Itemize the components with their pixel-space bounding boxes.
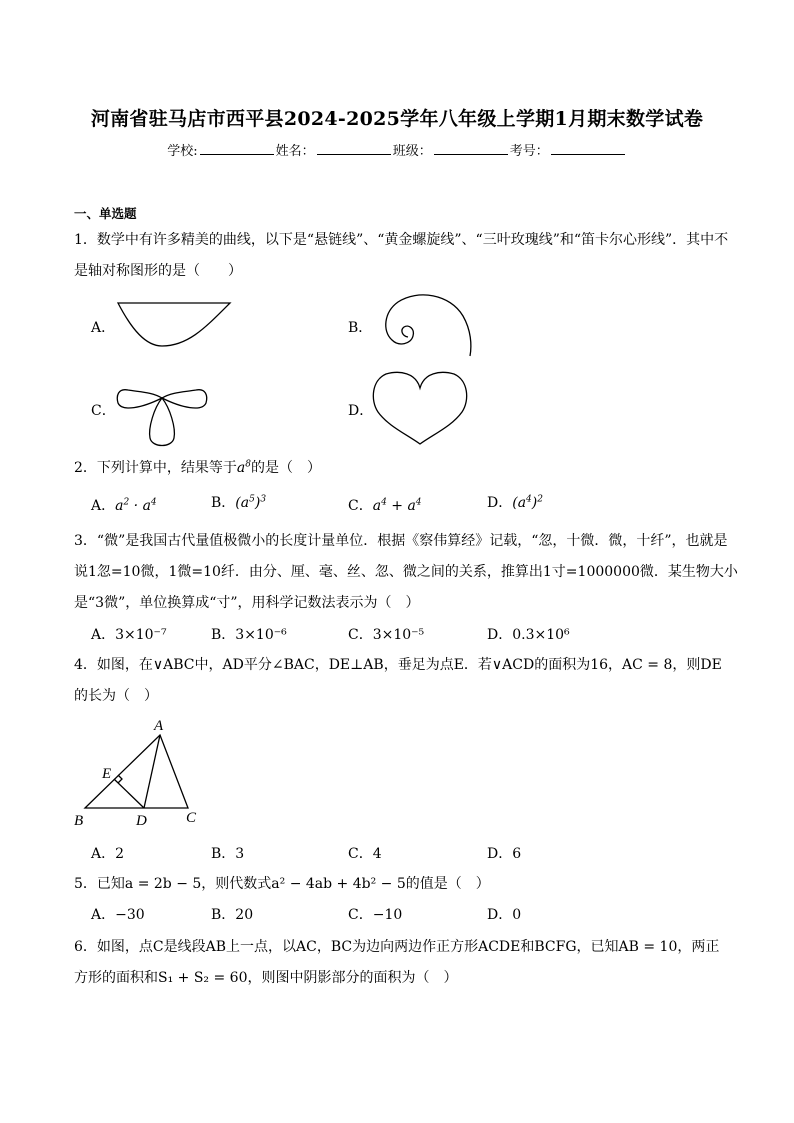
triangle-abc — [85, 735, 188, 808]
q2-option-a-expr: $a^2 \cdot a^4$ — [115, 497, 157, 514]
page-title: 河南省驻马店市西平县2024-2025学年八年级上学期1月期末数学试卷 — [90, 108, 704, 130]
three-leaf-rose-figure — [110, 368, 215, 450]
q2-option-c-label: C． — [348, 498, 373, 514]
q3-stem-line2: 说1忽=10微，1微=10纤．由分、厘、毫、丝、忽、微之间的关系，推算出1寸=1000000微．某生物大小 — [74, 564, 738, 580]
school-blank — [200, 142, 274, 155]
class-label: 班级： — [392, 144, 432, 159]
q3-option-a: A．3×10⁻⁷ — [91, 627, 167, 643]
q1-stem-line1: 1．数学中有许多精美的曲线，以下是“悬链线”、“黄金螺旋线”、“三叶玫瑰线”和“笛卡尔心形线”．其中不 — [74, 232, 729, 248]
triangle-abc-figure — [70, 712, 210, 830]
q5-option-d: D．0 — [487, 907, 522, 923]
q2-option-b-expr: $(a^5)^3$ — [235, 494, 267, 511]
q5-stem: 5．已知a = 2b − 5，则代数式a² − 4ab + 4b² − 5的值是（ ） — [74, 876, 490, 892]
segment-ad — [144, 735, 160, 808]
golden-spiral-figure — [368, 290, 478, 360]
q3-option-d: D．0.3×10⁶ — [487, 627, 570, 643]
school-label: 学校: — [167, 144, 198, 159]
q5-option-b: B．20 — [211, 907, 254, 923]
q2-option-c-expr: $a^4 + a^4$ — [372, 497, 422, 514]
class-blank — [434, 142, 508, 155]
q3-option-b: B．3×10⁻⁶ — [211, 627, 287, 643]
label-b: B — [74, 813, 84, 829]
name-label: 姓名： — [275, 144, 315, 159]
q2-option-b-label: B． — [211, 495, 236, 511]
label-e: E — [102, 766, 112, 782]
cardioid-heart-figure — [368, 368, 472, 448]
q1-option-d-label: D． — [348, 403, 374, 419]
q1-option-c-label: C． — [91, 403, 116, 419]
number-blank — [551, 142, 625, 155]
q4-option-b: B．3 — [211, 846, 245, 862]
label-d: D — [136, 813, 147, 829]
catenary-figure — [110, 298, 235, 350]
q2-option-c — [348, 495, 422, 515]
q3-stem-line1: 3．“微”是我国古代量值极微小的长度计量单位．根据《察伟算经》记载，“忽，十微．微，十纤”，也就是 — [74, 533, 728, 549]
q2-stem — [74, 457, 321, 477]
q4-option-a: A．2 — [91, 846, 125, 862]
q4-stem-line2: 的长为（ ） — [74, 688, 158, 704]
q2-option-d — [487, 492, 543, 512]
q4-stem-line1: 4．如图，在∨ABC中，AD平分∠BAC，DE⊥AB，垂足为点E．若∨ACD的面积为16，AC = 8，则DE — [74, 657, 722, 673]
q4-option-c: C．4 — [348, 846, 382, 862]
q2-option-d-label: D． — [487, 495, 513, 511]
q1-option-a-label: A． — [91, 320, 116, 336]
student-info-line — [0, 140, 794, 159]
q6-stem-line2: 方形的面积和S₁ + S₂ = 60，则图中阴影部分的面积为（ ） — [74, 970, 458, 986]
label-a: A — [154, 718, 164, 734]
q5-option-a: A．−30 — [91, 907, 145, 923]
right-angle-mark — [118, 775, 122, 783]
q2-option-d-expr: $(a^4)^2$ — [512, 494, 543, 511]
number-label: 考号： — [509, 144, 549, 159]
q2-stem-post: 的是（ ） — [251, 460, 322, 476]
q1-stem-line2: 是轴对称图形的是（ ） — [74, 263, 242, 279]
q2-target-expr: $a^8$ — [236, 459, 252, 476]
name-blank — [317, 142, 391, 155]
q2-stem-pre: 2．下列计算中，结果等于 — [74, 460, 237, 476]
q6-stem-line1: 6．如图，点C是线段AB上一点，以AC，BC为边向两边作正方形ACDE和BCFG，已知AB = 10，两正 — [74, 939, 720, 955]
q2-option-b — [211, 492, 266, 512]
q5-option-c: C．−10 — [348, 907, 403, 923]
q2-option-a-label: A． — [91, 498, 116, 514]
section-heading: 一、单选题 — [74, 206, 137, 221]
q3-option-c: C．3×10⁻⁵ — [348, 627, 425, 643]
q4-option-d: D．6 — [487, 846, 522, 862]
q1-option-b-label: B． — [348, 320, 373, 336]
q2-option-a — [91, 495, 157, 515]
label-c: C — [186, 810, 197, 826]
q3-stem-line3: 是“3微”，单位换算成“寸”，用科学记数法表示为（ ） — [74, 595, 420, 611]
